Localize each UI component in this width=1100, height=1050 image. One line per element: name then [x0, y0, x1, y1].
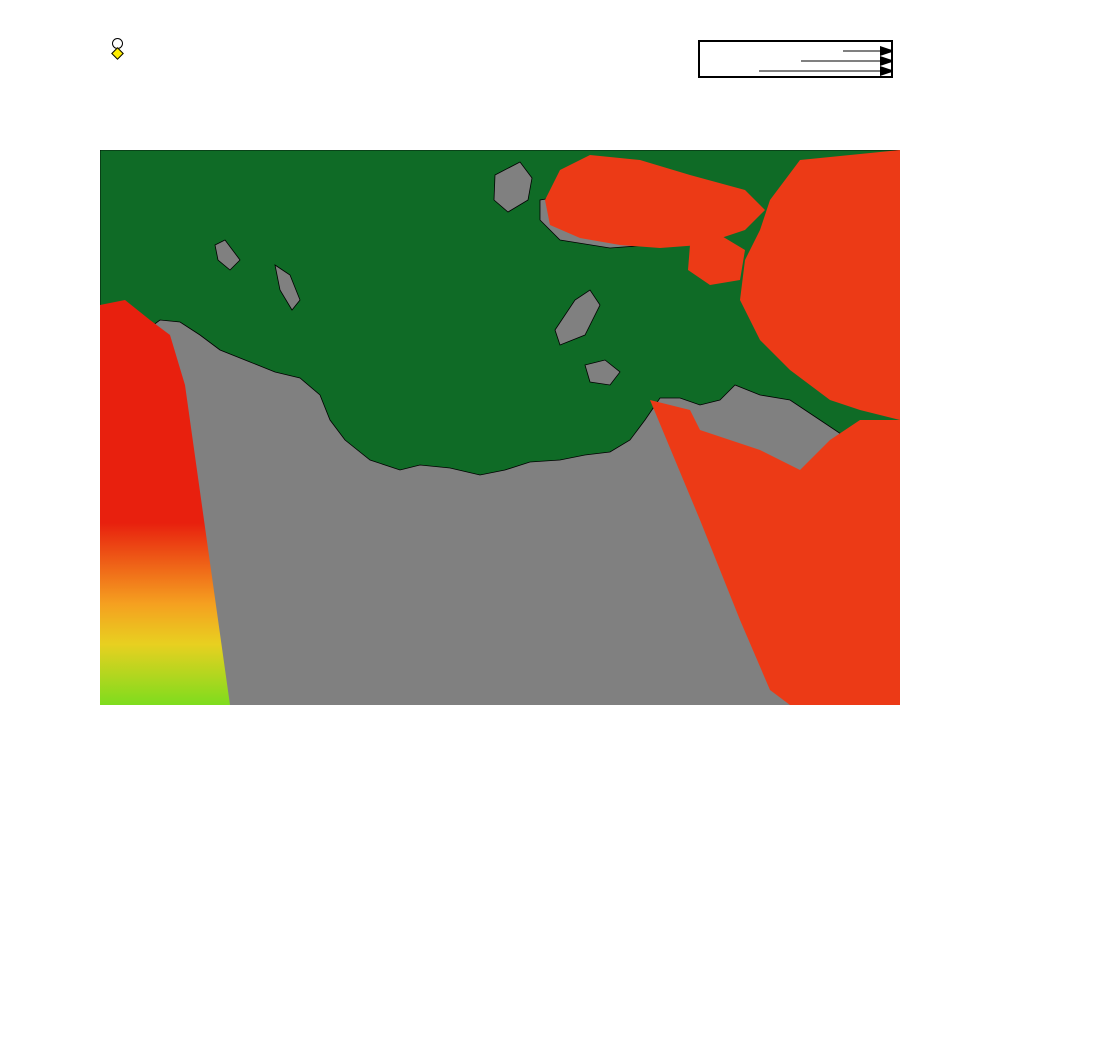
colorbar — [970, 270, 1090, 590]
